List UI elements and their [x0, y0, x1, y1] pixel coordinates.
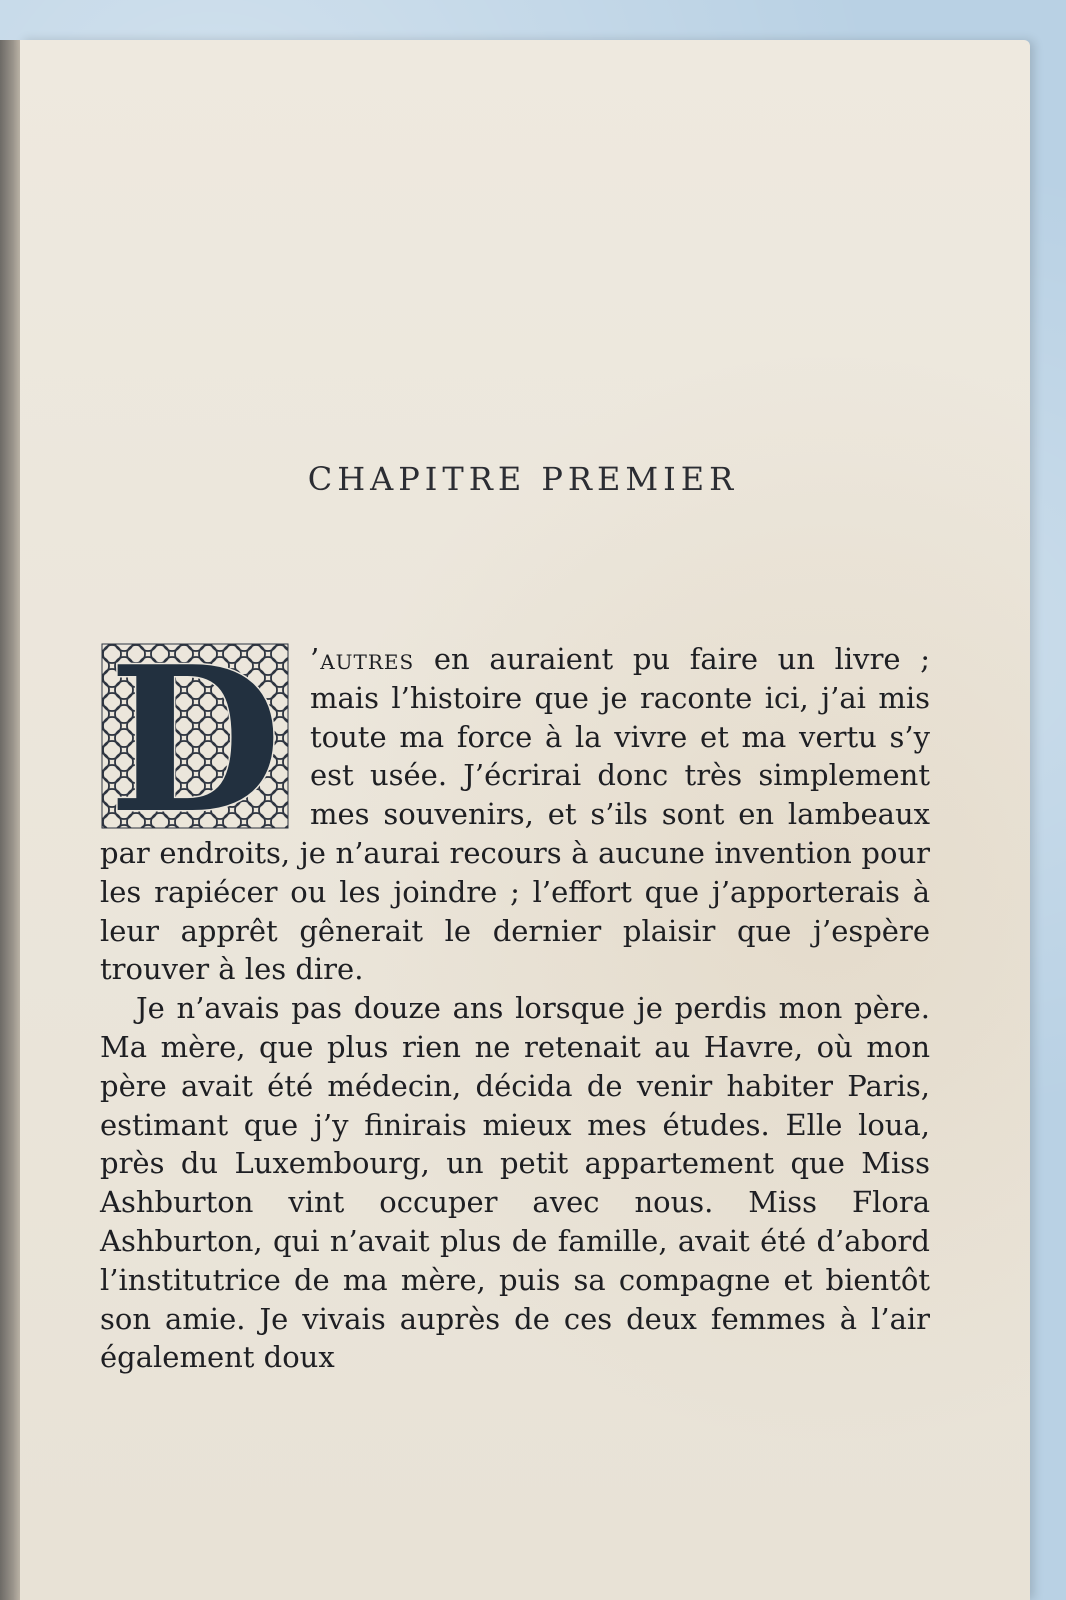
book-spine-edge [0, 40, 22, 1600]
chapter-title: CHAPITRE PREMIER [307, 460, 739, 498]
paragraph-second: Je n’avais pas douze ans lorsque je perdis mon père. Ma mère, que plus rien ne retenait au Havre, où mon père avait été médecin, décida de venir habiter Paris, estimant que j’y finirais mieux mes études. Elle loua, près du Luxembourg, un petit appartement que Miss Ashburton vint occuper avec nous. Miss Flora Ashburton, qui n’avait plus de famille, avait été d’abord l’institutrice de ma mère, puis sa compagne et bientôt son amie. Je vivais auprès de ces deux femmes à l’air également doux [100, 991, 930, 1375]
ornamental-drop-cap [100, 642, 290, 830]
drop-cap-ornament-icon [100, 642, 290, 830]
body-text [100, 640, 930, 1377]
drop-cap-letter: D [108, 642, 282, 830]
lead-word: ’autres [310, 642, 415, 676]
paragraph-first-rest: en auraient pu faire un livre ; mais l’histoire que je raconte ici, j’ai mis toute ma force à la vivre et ma vertu s’y est usée. J’écrirai donc très simplement mes souvenirs, et s’ils sont en lambeaux par endroits, je n’aurai recours à aucune invention pour les rapiécer ou les joindre ; l’effort que j’apporterais à leur apprêt gênerait le dernier plaisir que j’espère trouver à les dire. [100, 642, 930, 987]
